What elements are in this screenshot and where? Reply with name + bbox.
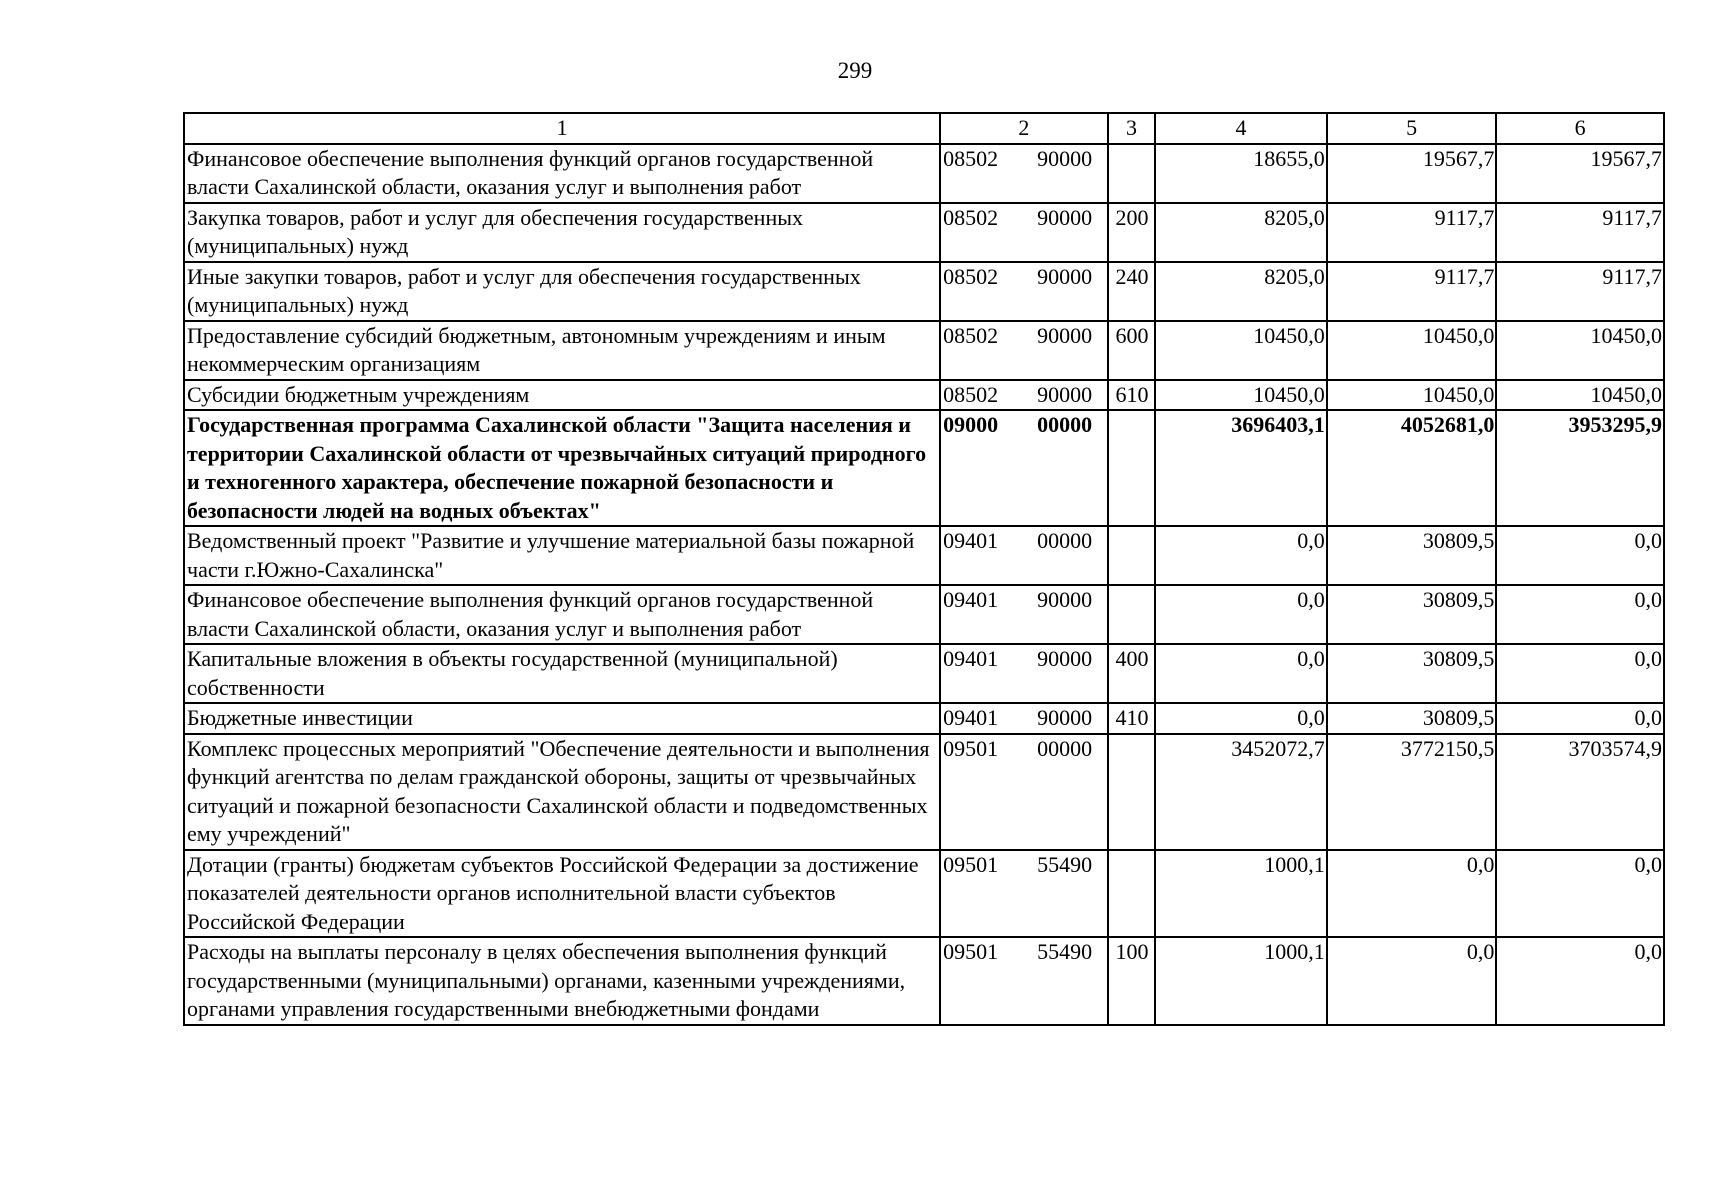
row-code-cell: [940, 937, 1108, 1025]
direction-code: 55490: [1037, 939, 1093, 964]
direction-code: 90000: [1037, 587, 1093, 612]
row-value-col4: 1000,1: [1155, 937, 1327, 1025]
table-header-row: [184, 113, 1664, 144]
row-code-cell: [940, 144, 1108, 203]
program-code: 09501: [943, 939, 999, 964]
row-code-cell: [940, 526, 1108, 585]
table-row: [184, 937, 1664, 1025]
row-code-cell: [940, 262, 1108, 321]
row-value-col4: 0,0: [1155, 644, 1327, 703]
row-value-col6: 3703574,9: [1496, 734, 1664, 850]
row-value-col5: 3772150,5: [1327, 734, 1497, 850]
row-value-col4: 10450,0: [1155, 321, 1327, 380]
table-row: [184, 703, 1664, 734]
row-value-col6: 10450,0: [1496, 321, 1664, 380]
row-value-col5: 30809,5: [1327, 526, 1497, 585]
budget-table: [183, 112, 1665, 1026]
direction-code: 55490: [1037, 851, 1093, 877]
row-code-cell: [940, 734, 1108, 850]
row-value-col5: 9117,7: [1327, 262, 1497, 321]
row-value-col4: 0,0: [1155, 703, 1327, 734]
table-row: [184, 526, 1664, 585]
program-code: 09401: [943, 587, 999, 612]
table-row: [184, 410, 1664, 526]
row-value-col4: 3696403,1: [1155, 410, 1327, 526]
column-header-4: 4: [1155, 113, 1327, 144]
direction-code: 00000: [1037, 528, 1093, 553]
row-value-col6: 9117,7: [1496, 203, 1664, 262]
table-row: [184, 850, 1664, 938]
row-value-col6: 19567,7: [1496, 144, 1664, 203]
program-code: 09000: [943, 412, 999, 437]
direction-code: 90000: [1037, 263, 1093, 289]
column-header-5: 5: [1327, 113, 1497, 144]
program-code: 09401: [943, 528, 999, 553]
row-value-col5: 0,0: [1327, 937, 1497, 1025]
row-value-col4: 8205,0: [1155, 203, 1327, 262]
row-value-col5: 0,0: [1327, 850, 1497, 938]
direction-code: 90000: [1037, 646, 1093, 671]
row-expense-type-cell: 600: [1108, 321, 1155, 380]
row-expense-type-cell: [1108, 410, 1155, 526]
row-code-cell: [940, 410, 1108, 526]
row-code-cell: [940, 203, 1108, 262]
row-code-cell: [940, 585, 1108, 644]
program-code: 08502: [943, 381, 999, 407]
row-name-cell: Предоставление субсидий бюджетным, автономным учреждениям и иным некоммерческим организациям: [184, 321, 940, 380]
program-code: 08502: [943, 322, 999, 348]
page-number: 299: [837, 58, 873, 83]
table-row: [184, 203, 1664, 262]
row-value-col5: 30809,5: [1327, 585, 1497, 644]
row-value-col5: 4052681,0: [1327, 410, 1497, 526]
row-code-cell: [940, 321, 1108, 380]
row-value-col5: 30809,5: [1327, 644, 1497, 703]
row-name-cell: Государственная программа Сахалинской области "Защита населения и территории Сахалинской области от чрезвычайных ситуаций природного и техногенного характера, обеспечение пожарной безопасности и безопасности людей на водных объектах": [184, 410, 940, 526]
row-value-col5: 9117,7: [1327, 203, 1497, 262]
table-row: [184, 380, 1664, 411]
row-expense-type-cell: 610: [1108, 380, 1155, 411]
row-name-cell: Закупка товаров, работ и услуг для обеспечения государственных (муниципальных) нужд: [184, 203, 940, 262]
row-expense-type-cell: [1108, 850, 1155, 938]
table-body: [184, 144, 1664, 1025]
row-expense-type-cell: 200: [1108, 203, 1155, 262]
row-name-cell: Ведомственный проект "Развитие и улучшение материальной базы пожарной части г.Южно-Сахалинска": [184, 526, 940, 585]
row-name-cell: Дотации (гранты) бюджетам субъектов Российской Федерации за достижение показателей деятельности органов исполнительной власти субъектов Российской Федерации: [184, 850, 940, 938]
table-row: [184, 262, 1664, 321]
row-value-col6: 0,0: [1496, 585, 1664, 644]
direction-code: 90000: [1037, 381, 1093, 407]
row-code-cell: [940, 703, 1108, 734]
row-value-col4: 1000,1: [1155, 850, 1327, 938]
column-header-6: 6: [1496, 113, 1664, 144]
row-value-col4: 18655,0: [1155, 144, 1327, 203]
program-code: 08502: [943, 204, 999, 230]
row-name-cell: Финансовое обеспечение выполнения функций органов государственной власти Сахалинской области, оказания услуг и выполнения работ: [184, 585, 940, 644]
row-expense-type-cell: [1108, 526, 1155, 585]
column-header-1: 1: [184, 113, 940, 144]
row-value-col5: 10450,0: [1327, 321, 1497, 380]
direction-code: 90000: [1037, 145, 1093, 171]
program-code: 09501: [943, 851, 999, 877]
row-expense-type-cell: 240: [1108, 262, 1155, 321]
table-row: [184, 321, 1664, 380]
row-expense-type-cell: [1108, 734, 1155, 850]
direction-code: 00000: [1037, 412, 1093, 437]
row-code-cell: [940, 644, 1108, 703]
row-expense-type-cell: 400: [1108, 644, 1155, 703]
row-value-col4: 8205,0: [1155, 262, 1327, 321]
table-row: [184, 585, 1664, 644]
row-value-col6: 3953295,9: [1496, 410, 1664, 526]
direction-code: 90000: [1037, 705, 1093, 730]
row-value-col6: 0,0: [1496, 937, 1664, 1025]
column-header-3: 3: [1108, 113, 1155, 144]
row-value-col4: 3452072,7: [1155, 734, 1327, 850]
row-name-cell: Расходы на выплаты персоналу в целях обеспечения выполнения функций государственными (муниципальными) органами, казенными учреждениями, органами управления государственными внебюджетными фондами: [184, 937, 940, 1025]
program-code: 09501: [943, 735, 999, 761]
column-header-2: 2: [940, 113, 1108, 144]
row-expense-type-cell: 410: [1108, 703, 1155, 734]
row-name-cell: Бюджетные инвестиции: [184, 703, 940, 734]
row-name-cell: Финансовое обеспечение выполнения функций органов государственной власти Сахалинской области, оказания услуг и выполнения работ: [184, 144, 940, 203]
program-code: 08502: [943, 145, 999, 171]
direction-code: 90000: [1037, 322, 1093, 348]
row-expense-type-cell: [1108, 585, 1155, 644]
row-value-col6: 0,0: [1496, 526, 1664, 585]
direction-code: 90000: [1037, 204, 1093, 230]
row-value-col5: 19567,7: [1327, 144, 1497, 203]
direction-code: 00000: [1037, 735, 1093, 761]
row-code-cell: [940, 380, 1108, 411]
row-expense-type-cell: 100: [1108, 937, 1155, 1025]
row-value-col4: 10450,0: [1155, 380, 1327, 411]
program-code: 08502: [943, 263, 999, 289]
row-value-col5: 30809,5: [1327, 703, 1497, 734]
row-expense-type-cell: [1108, 144, 1155, 203]
row-value-col4: 0,0: [1155, 585, 1327, 644]
program-code: 09401: [943, 705, 999, 730]
program-code: 09401: [943, 646, 999, 671]
row-code-cell: [940, 850, 1108, 938]
table-row: [184, 734, 1664, 850]
table-row: [184, 644, 1664, 703]
row-value-col6: 9117,7: [1496, 262, 1664, 321]
row-value-col6: 0,0: [1496, 703, 1664, 734]
row-value-col6: 10450,0: [1496, 380, 1664, 411]
row-name-cell: Комплекс процессных мероприятий "Обеспечение деятельности и выполнения функций агентства по делам гражданской обороны, защиты от чрезвычайных ситуаций и пожарной безопасности Сахалинской области и подведомственных ему учреждений": [184, 734, 940, 850]
row-name-cell: Капитальные вложения в объекты государственной (муниципальной) собственности: [184, 644, 940, 703]
row-name-cell: Иные закупки товаров, работ и услуг для обеспечения государственных (муниципальных) нужд: [184, 262, 940, 321]
row-value-col6: 0,0: [1496, 850, 1664, 938]
row-value-col6: 0,0: [1496, 644, 1664, 703]
table-row: [184, 144, 1664, 203]
row-name-cell: Субсидии бюджетным учреждениям: [184, 380, 940, 411]
row-value-col4: 0,0: [1155, 526, 1327, 585]
row-value-col5: 10450,0: [1327, 380, 1497, 411]
